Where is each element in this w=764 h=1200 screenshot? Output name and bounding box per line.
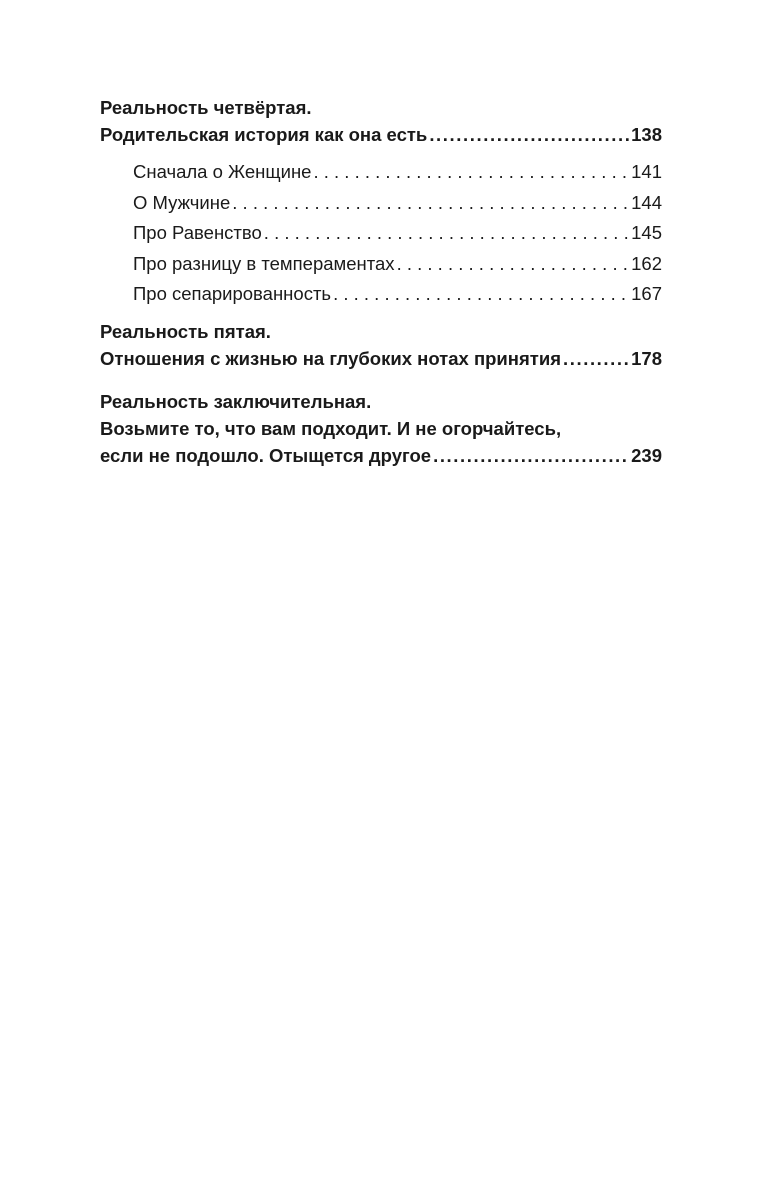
- dot-leader: [264, 218, 629, 249]
- toc-section-part5: [100, 318, 662, 372]
- dot-leader: [397, 249, 630, 280]
- page-number: 167: [631, 283, 662, 304]
- dot-leader: [333, 279, 629, 310]
- page-number: 138: [631, 124, 662, 145]
- toc-subentry[interactable]: [100, 249, 662, 280]
- page-number: 178: [631, 347, 662, 369]
- dot-leader: [429, 121, 629, 148]
- entry-title: Отношения с жизнью на глубоких нотах принятия: [100, 347, 561, 369]
- entry-title: Возьмите то, что вам подходит. И не огорчайтесь,: [100, 417, 562, 439]
- heading-text: Реальность пятая.: [100, 320, 271, 342]
- toc-subentry[interactable]: [100, 218, 662, 249]
- page-number: 145: [631, 222, 662, 243]
- section-heading: [100, 388, 662, 415]
- heading-text: Реальность четвёртая.: [100, 97, 312, 118]
- entry-title: Родительская история как она есть: [100, 124, 428, 145]
- entry-title: О Мужчине: [133, 191, 231, 213]
- toc-section-final: [100, 388, 662, 469]
- entry-title: Про Равенство: [133, 222, 262, 243]
- dot-leader: [433, 442, 629, 469]
- subsection-list: [100, 157, 662, 310]
- dot-leader: [313, 157, 629, 188]
- toc-subentry[interactable]: [100, 157, 662, 188]
- toc-entry[interactable]: [100, 345, 662, 372]
- toc-subentry[interactable]: [100, 279, 662, 310]
- toc-section-part4: [100, 94, 662, 310]
- page-number: 239: [631, 444, 662, 466]
- entry-title: если не подошло. Отыщется другое: [100, 444, 432, 466]
- entry-title: Сначала о Женщине: [133, 161, 312, 182]
- page-number: 141: [631, 161, 662, 182]
- toc-subentry[interactable]: [100, 188, 662, 219]
- page-number: 162: [631, 252, 662, 274]
- dot-leader: [563, 345, 629, 372]
- toc-entry[interactable]: [100, 442, 662, 469]
- table-of-contents: [100, 94, 662, 469]
- heading-text: Реальность заключительная.: [100, 390, 372, 412]
- page-number: 144: [631, 191, 662, 213]
- section-heading: [100, 318, 662, 345]
- section-heading: [100, 94, 662, 121]
- entry-title-line[interactable]: [100, 415, 662, 442]
- entry-title: Про разницу в темпераментах: [133, 252, 395, 274]
- dot-leader: [232, 188, 629, 219]
- toc-entry[interactable]: [100, 121, 662, 148]
- entry-title: Про сепарированность: [133, 283, 332, 304]
